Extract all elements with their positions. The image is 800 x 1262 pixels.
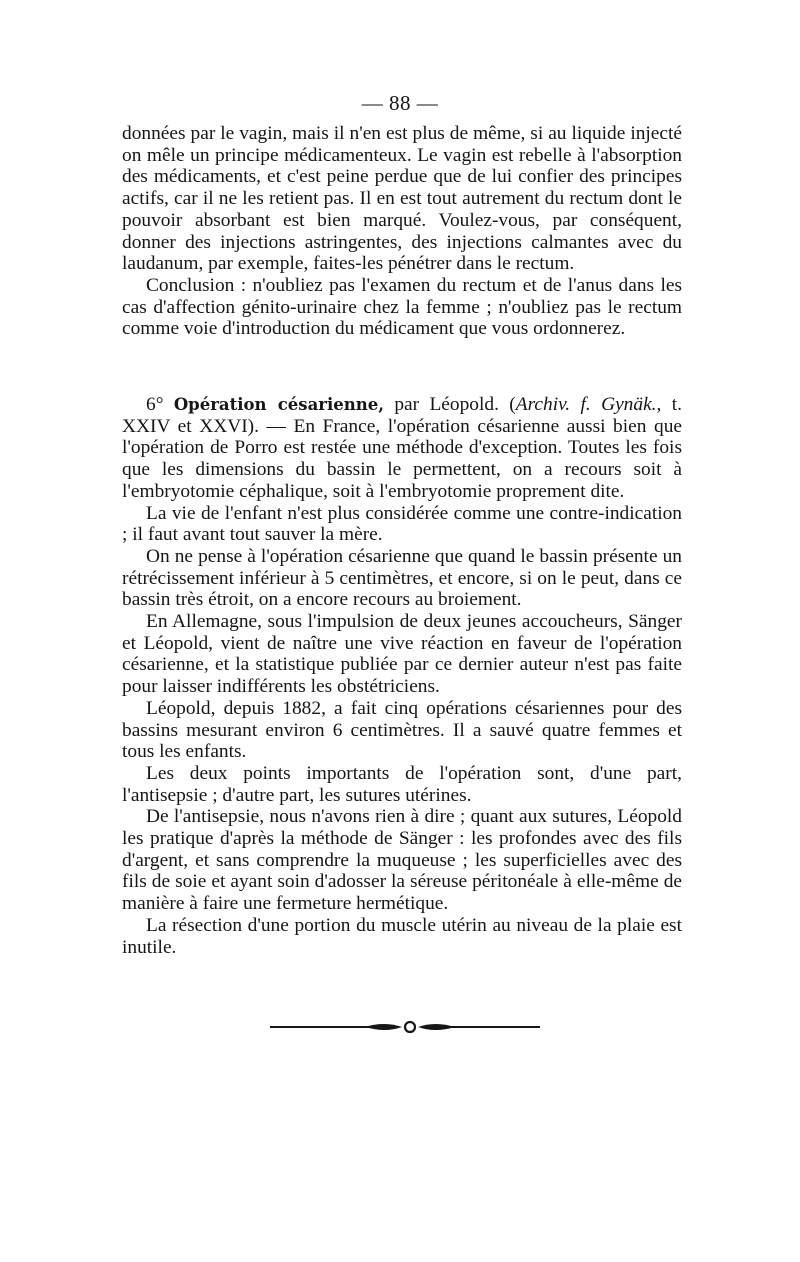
paragraph: La résection d'une portion du muscle utérin au niveau de la plaie est inutile.	[122, 914, 682, 958]
body-text-top	[122, 123, 682, 340]
section-author: par Léopold. (	[394, 394, 516, 415]
section-paragraph	[122, 394, 682, 503]
section-number: 6°	[146, 394, 164, 415]
paragraph: Les deux points importants de l'opération sont, d'une part, l'antisepsie ; d'autre part, les sutures utérines.	[122, 762, 682, 806]
paragraph: En Allemagne, sous l'impulsion de deux jeunes accoucheurs, Sänger et Léopold, vient de naître une vive réaction en faveur de l'opération césarienne, et la statistique publiée par ce dernier auteur n'est pas faite pour laisser indifférents les obstétriciens.	[122, 611, 682, 698]
paragraph: De l'antisepsie, nous n'avons rien à dire ; quant aux sutures, Léopold les pratique d'après la méthode de Sänger : les profondes avec des fils d'argent, et sans comprendre la muqueuse ; les superficielles avec des fils de soie et ayant soin d'adosser la séreuse péritonéale à elle-même de manière à faire une fermeture hermétique.	[122, 806, 682, 915]
paragraph: La vie de l'enfant n'est plus considérée comme une contre-indication ; il faut avant tout sauver la mère.	[122, 502, 682, 546]
paragraph: Conclusion : n'oubliez pas l'examen du rectum et de l'anus dans les cas d'affection génito-urinaire chez la femme ; n'oubliez pas le rectum comme voie d'introduction du médicament que vous ordonnerez.	[122, 274, 682, 340]
paragraph: données par le vagin, mais il n'en est plus de même, si au liquide injecté on mêle un principe médicamenteux. Le vagin est rebelle à l'absorption des médicaments, et c'est peine perdue que de lui confier des principes actifs, car il ne les retient pas. Il en est tout autrement du rectum dont le pouvoir absorbant est bien marqué. Voulez-vous, par conséquent, donner des injections astringentes, des injections calmantes avec du laudanum, par exemple, faites-les pénétrer dans le rectum.	[122, 123, 682, 275]
paragraph: Léopold, depuis 1882, a fait cinq opérations césariennes pour des bassins mesurant environ 6 centimètres. Il a sauvé quatre femmes et tous les enfants.	[122, 697, 682, 763]
paragraph: On ne pense à l'opération césarienne que quand le bassin présente un rétrécissement inférieur à 5 centimètres, et encore, si on le peut, dans ce bassin très étroit, on a encore recours au broiement.	[122, 545, 682, 611]
journal-title: Archiv. f. Gynäk.	[515, 394, 657, 415]
page-number: — 88 —	[361, 91, 439, 115]
section-reference: , t. XXIV et XXVI). — En France, l'opération césarienne aussi bien que l'opération de Porro est restée une méthode d'exception. Toutes les fois que les dimensions du bassin le permettent, on a recours soit à l'embryotomie céphalique, soit à l'embryotomie proprement dite.	[122, 394, 682, 502]
ornament-divider-icon	[270, 1016, 540, 1038]
body-text-section	[122, 394, 682, 958]
section-title: Opération césarienne,	[173, 395, 384, 414]
